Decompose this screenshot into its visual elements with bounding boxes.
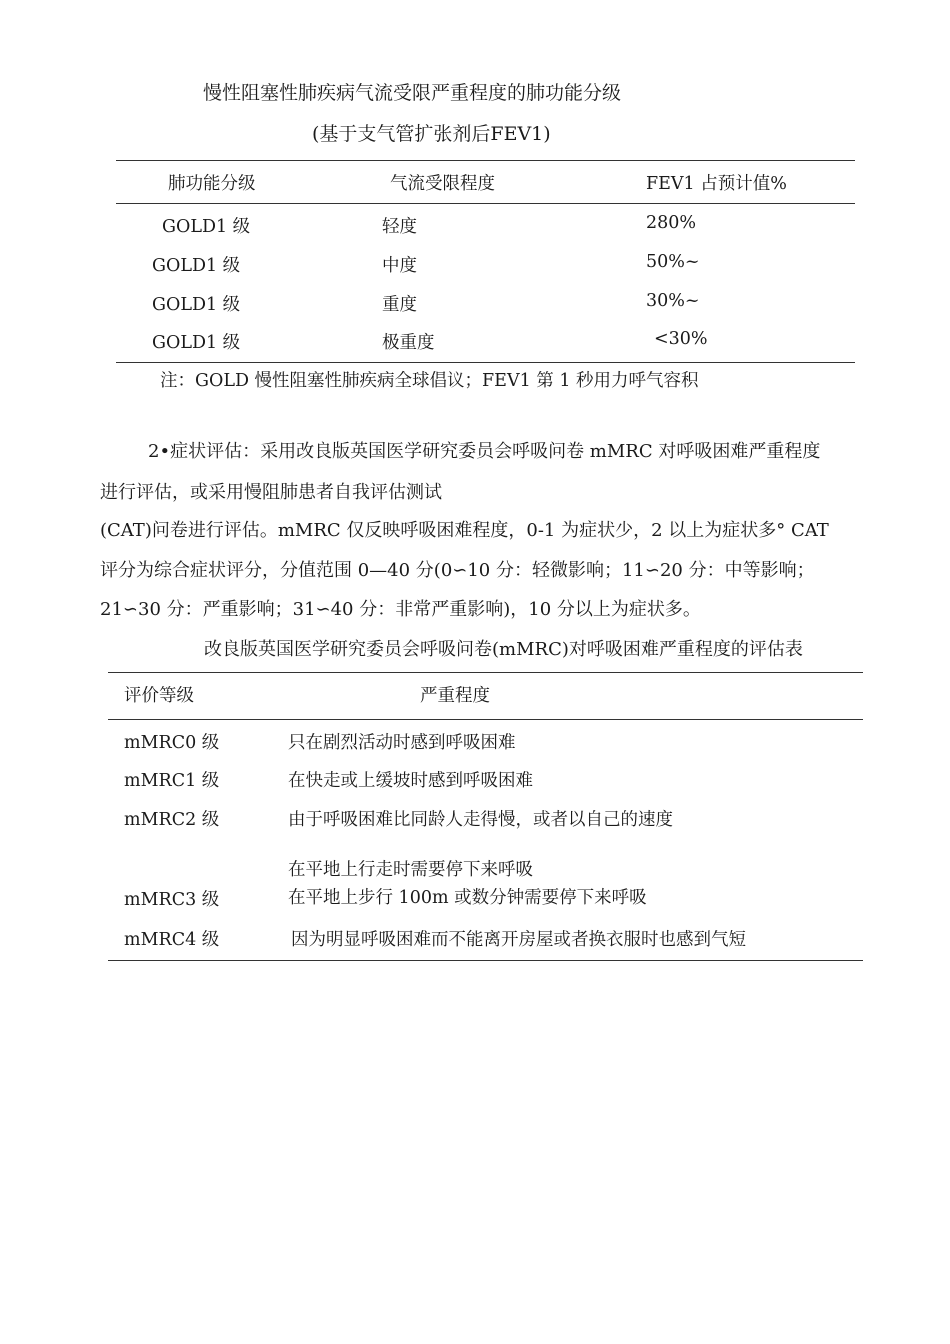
table2-row5-grade: mMRC3 级 bbox=[124, 890, 220, 910]
table2-top-rule bbox=[108, 672, 863, 673]
table2-row2-desc: 在快走或上缓坡时感到呼吸困难 bbox=[288, 771, 533, 791]
table2-header-rule bbox=[108, 719, 863, 720]
table1-title: 慢性阻塞性肺疾病气流受限严重程度的肺功能分级 bbox=[203, 82, 622, 104]
table1-row2-level: 中度 bbox=[382, 256, 417, 276]
table1-subtitle: (基于支气管扩张剂后FEV1) bbox=[312, 123, 551, 145]
table1-row4-level: 极重度 bbox=[382, 333, 435, 353]
table2-row4-desc: 在平地上行走时需要停下来呼吸 bbox=[288, 860, 533, 880]
table1-row1-level: 轻度 bbox=[382, 217, 417, 237]
table1-row1-value: 280% bbox=[646, 213, 697, 233]
table2-header-desc: 严重程度 bbox=[420, 686, 490, 706]
table2-row6-desc: 因为明显呼吸困难而不能离开房屋或者换衣服时也感到气短 bbox=[291, 930, 746, 950]
table1-row1-grade: GOLD1 级 bbox=[162, 217, 251, 237]
table2-row6-grade: mMRC4 级 bbox=[124, 930, 220, 950]
table2-row5-desc: 在平地上步行 100m 或数分钟需要停下来呼吸 bbox=[288, 888, 647, 908]
table2-row2-grade: mMRC1 级 bbox=[124, 771, 220, 791]
table1-row2-grade: GOLD1 级 bbox=[152, 256, 241, 276]
table1-header-value: FEV1 占预计值% bbox=[646, 174, 787, 194]
table1-header-level: 气流受限程度 bbox=[390, 174, 495, 194]
table1-note: 注：GOLD 慢性阻塞性肺疾病全球倡议；FEV1 第 1 秒用力呼气容积 bbox=[160, 371, 699, 391]
paragraph-line-4: 评分为综合症状评分，分值范围 0—40 分(0∽10 分：轻微影响；11∽20 分：中等影响； bbox=[100, 560, 815, 581]
paragraph-line-1: 2•症状评估：采用改良版英国医学研究委员会呼吸问卷 mMRC 对呼吸困难严重程度 bbox=[148, 441, 821, 462]
table1-row3-level: 重度 bbox=[382, 295, 417, 315]
table2-row1-grade: mMRC0 级 bbox=[124, 733, 220, 753]
paragraph-line-2: 进行评估，或采用慢阻肺患者自我评估测试 bbox=[100, 482, 442, 503]
table1-row4-value: <30% bbox=[654, 329, 708, 349]
table2-row3-grade: mMRC2 级 bbox=[124, 810, 220, 830]
table1-bottom-rule bbox=[116, 362, 855, 363]
table2-header-grade: 评价等级 bbox=[124, 686, 194, 706]
table2-row1-desc: 只在剧烈活动时感到呼吸困难 bbox=[288, 733, 516, 753]
paragraph-line-3: (CAT)问卷进行评估。mMRC 仅反映呼吸困难程度，0-1 为症状少，2 以上为症状多° CAT bbox=[100, 520, 829, 541]
table1-row4-grade: GOLD1 级 bbox=[152, 333, 241, 353]
table1-header-grade: 肺功能分级 bbox=[168, 174, 256, 194]
table2-title: 改良版英国医学研究委员会呼吸问卷(mMRC)对呼吸困难严重程度的评估表 bbox=[204, 639, 803, 660]
table2-bottom-rule bbox=[108, 960, 863, 961]
table1-top-rule bbox=[116, 160, 855, 161]
table1-header-rule bbox=[116, 203, 855, 204]
paragraph-line-5: 21∽30 分：严重影响；31∽40 分：非常严重影响)，10 分以上为症状多。 bbox=[100, 599, 701, 620]
table1-row3-value: 30%~ bbox=[646, 291, 700, 311]
table1-row3-grade: GOLD1 级 bbox=[152, 295, 241, 315]
table1-row2-value: 50%~ bbox=[646, 252, 700, 272]
table2-row3-desc: 由于呼吸困难比同龄人走得慢，或者以自己的速度 bbox=[288, 810, 673, 830]
